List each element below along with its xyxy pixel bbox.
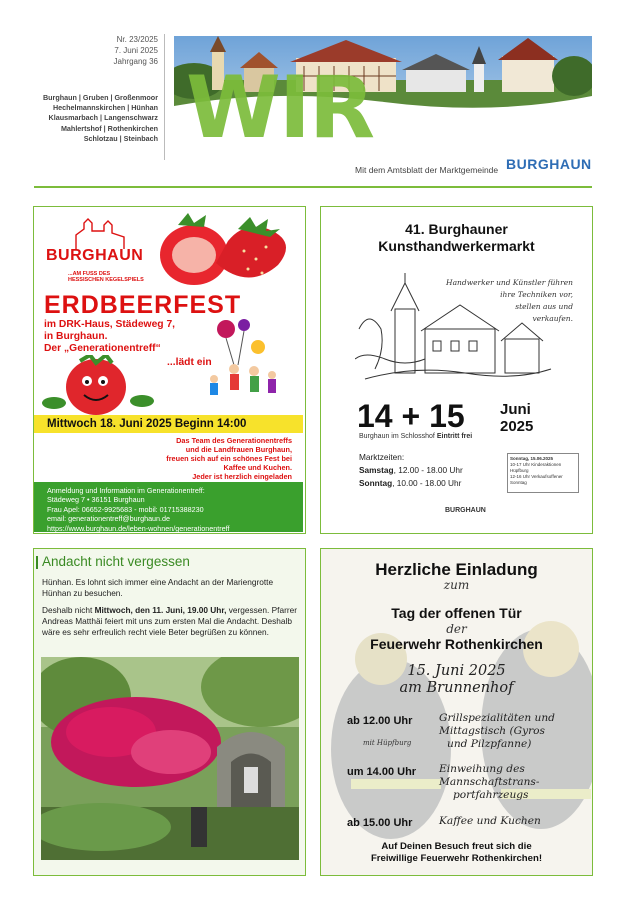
team-line: freuen sich auf ein schönes Fest bei <box>166 454 292 463</box>
grotto-image <box>41 657 299 860</box>
andacht-paragraph <box>42 605 300 638</box>
team-line: Das Team des Generationentreffs <box>176 436 292 445</box>
erdbeerfest-venue <box>44 319 224 355</box>
event-location: am Brunnenhof <box>399 680 514 696</box>
program-time: 12-16 Uhr <box>510 474 531 479</box>
header-rule <box>34 186 592 188</box>
erdbeerfest-ad <box>33 206 306 534</box>
strawberries-image <box>148 211 304 291</box>
burghaun-logo: BURGHAUN <box>506 156 592 172</box>
heading-accent-bar <box>36 556 38 569</box>
erdbeerfest-date-banner: Mittwoch 18. Juni 2025 Beginn 14:00 <box>34 415 303 433</box>
contact-line: Anmeldung und Information im Generationentreff: <box>47 486 205 495</box>
program-box-head: Sonntag, 15.06.2025 <box>510 456 554 461</box>
opening-label: Marktzeiten: <box>359 452 405 462</box>
kunsthandwerkermarkt-ad <box>320 206 593 534</box>
sunday-program-box <box>507 453 579 493</box>
open-day-title: Tag der offenen Tür <box>391 605 522 621</box>
feuerwehr-ad <box>320 548 593 876</box>
huepfburg-note: mit Hüpfburg <box>363 739 412 747</box>
program-description <box>439 763 539 802</box>
saturday-label: Samstag <box>359 465 394 475</box>
grotto-photo <box>41 657 299 860</box>
castle-logo-icon <box>74 217 134 251</box>
header-divider <box>164 34 165 160</box>
market-title <box>321 221 592 255</box>
erdbeerfest-contact <box>34 482 303 532</box>
invitation-zum: zum <box>443 578 470 592</box>
market-location <box>359 433 472 440</box>
program-description <box>439 815 541 828</box>
tagline-line: ...AM FUSS DES <box>68 271 111 277</box>
issue-info <box>60 34 158 67</box>
fire-department-name: Feuerwehr Rothenkirchen <box>370 636 543 652</box>
market-opening-hours <box>359 451 463 490</box>
program-line: Mannschaftstrans- <box>439 776 540 788</box>
sunday-label: Sonntag <box>359 478 393 488</box>
program-line: Mittagstisch (Gyros <box>439 725 545 737</box>
erdbeerfest-team-text <box>114 436 292 481</box>
contact-url[interactable]: https://www.burghaun.de/leben-wohnen/generationentreff <box>47 523 230 533</box>
program-line: und Pilzpfanne) <box>447 738 532 750</box>
footer-line: Auf Deinen Besuch freut sich die <box>381 841 532 852</box>
market-month-year <box>500 401 533 435</box>
program-time: ab 12.00 Uhr <box>347 715 413 727</box>
place-line: Mahlertshof | Rothenkirchen <box>60 123 158 133</box>
paragraph-date: Mittwoch, den 11. Juni, 19.00 Uhr, <box>94 605 227 615</box>
program-text: Verkaufsoffener Sonntag <box>510 474 563 485</box>
erdbeerfest-tagline <box>68 271 144 283</box>
event-date <box>321 663 592 697</box>
program-time: 10-17 Uhr <box>510 462 531 467</box>
issue-number: Nr. 23/2025 <box>116 35 158 44</box>
program-text: Kinderaktionen Hüpfburg <box>510 462 562 473</box>
place-line: Schlotzau | Steinbach <box>83 133 158 143</box>
contact-line: Frau Apel: 06652-9925683 - mobil: 01715388230 <box>47 504 204 514</box>
invitation-der: der <box>446 622 467 636</box>
invitation-footer <box>321 841 592 865</box>
issue-volume: Jahrgang 36 <box>113 57 158 66</box>
paragraph-text: vergessen. Pfarrer Andreas Matthäi feiert mit uns zum ersten Mal die Andacht. Deshalb wäre es sehr erfreulich recht viele Beter begrüßen zu können. <box>42 605 298 637</box>
issue-date: 7. Juni 2025 <box>114 46 158 55</box>
market-description <box>431 277 573 325</box>
team-line: Jeder ist herzlich eingeladen <box>192 472 292 481</box>
description-line: verkaufen. <box>532 314 573 323</box>
description-line: Handwerker und Künstler führen <box>446 278 573 287</box>
invitation-title: Herzliche Einladung <box>375 560 538 579</box>
program-row <box>510 474 576 486</box>
andacht-article <box>33 548 306 876</box>
contact-line: Städeweg 7 • 36151 Burghaun <box>47 495 145 505</box>
place-line: Klausmarbach | Langenschwarz <box>48 113 158 123</box>
tagline-line: HESSISCHEN KEGELSPIELS <box>68 277 144 283</box>
program-time: ab 15.00 Uhr <box>347 817 413 829</box>
andacht-heading: Andacht nicht vergessen <box>42 554 190 569</box>
family-balloons-image <box>204 319 284 405</box>
amtsblatt-line: Mit dem Amtsblatt der Marktgemeinde <box>355 165 499 175</box>
venue-line: Der „Generationentreff“ <box>44 343 161 354</box>
market-dates: 14 + 15 <box>357 398 465 434</box>
venue-line: in Burghaun. <box>44 331 108 342</box>
footer-line: Freiwillige Feuerwehr Rothenkirchen! <box>370 853 543 864</box>
program-line: Kaffee und Kuchen <box>439 815 541 827</box>
market-burghaun-logo: BURGHAUN <box>445 507 486 514</box>
sunday-time: , 10.00 - 18.00 Uhr <box>392 478 462 488</box>
description-line: stellen aus und <box>515 302 573 311</box>
market-entry: Eintritt frei <box>436 433 473 440</box>
program-row <box>510 462 576 474</box>
market-title-line: Kunsthandwerkermarkt <box>378 238 535 254</box>
masthead-title: WIR <box>186 58 374 158</box>
andacht-paragraph: Hünhan. Es lohnt sich immer eine Andacht an der Mariengrotte Hünhan zu besuchen. <box>42 577 274 598</box>
paragraph-text: Deshalb nicht <box>42 605 95 615</box>
program-time: um 14.00 Uhr <box>347 766 417 778</box>
erdbeerfest-title: ERDBEERFEST <box>44 291 242 319</box>
program-line: Einweihung des <box>439 763 525 775</box>
saturday-hours <box>359 464 463 477</box>
description-line: ihre Techniken vor, <box>500 290 573 299</box>
team-line: und die Landfrauen Burghaun, <box>185 445 292 454</box>
program-description <box>439 712 555 751</box>
sunday-hours <box>359 477 463 490</box>
place-line: Burghaun | Gruben | Großenmoor <box>42 93 158 102</box>
market-title-line: 41. Burghauner <box>405 221 508 237</box>
market-year: 2025 <box>500 418 534 435</box>
event-date-line: 15. Juni 2025 <box>407 663 506 679</box>
team-line: Kaffee und Kuchen. <box>223 463 292 472</box>
erdbeerfest-logo-text: BURGHAUN <box>46 247 144 264</box>
place-list <box>20 93 158 144</box>
strawberry-mascot-image <box>40 355 160 421</box>
market-location-text: Burghaun im Schlosshof <box>359 433 435 440</box>
market-month: Juni <box>500 401 531 418</box>
program-line: Grillspezialitäten und <box>439 712 555 724</box>
erdbeerfest-invites: ...lädt ein <box>167 357 212 368</box>
saturday-time: , 12.00 - 18.00 Uhr <box>393 465 463 475</box>
place-line: Hechelmannskirchen | Hünhan <box>52 103 158 113</box>
contact-email[interactable]: email: generationentreff@burghaun.de <box>47 514 171 524</box>
andacht-body <box>42 577 300 644</box>
program-line: portfahrzeugs <box>453 789 529 801</box>
venue-line: im DRK-Haus, Städeweg 7, <box>44 319 176 330</box>
